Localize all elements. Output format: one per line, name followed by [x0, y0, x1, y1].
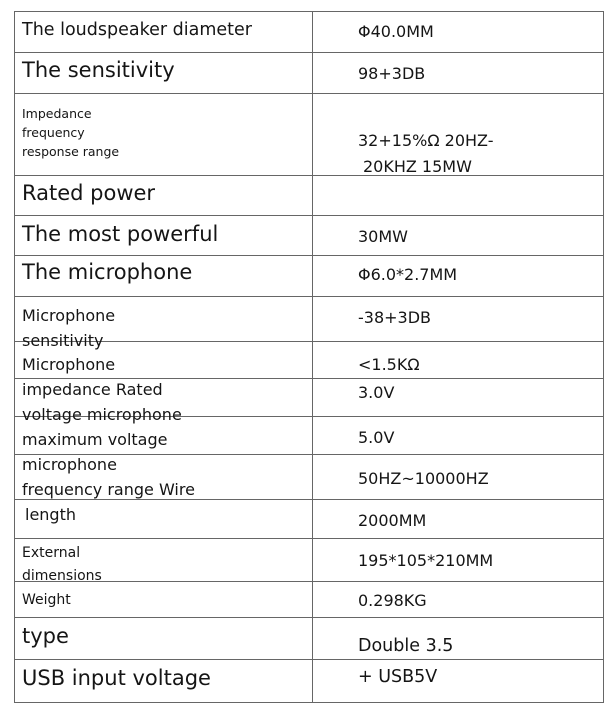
label-weight: Weight [22, 592, 71, 608]
column-divider [603, 11, 604, 703]
row-divider [14, 581, 604, 582]
label-microphone: The microphone [22, 260, 193, 284]
label-microphone-specs: Microphone [22, 306, 116, 325]
value-max-voltage: 5.0V [358, 428, 395, 447]
value-frequency-range: 50HZ~10000HZ [358, 469, 489, 488]
column-divider [312, 11, 313, 703]
label-microphone-specs: frequency range Wire [22, 480, 195, 499]
row-divider [14, 702, 604, 703]
label-microphone-specs: Microphone [22, 355, 116, 374]
row-divider [14, 93, 604, 94]
spec-table [14, 11, 604, 703]
value-rated-voltage: 3.0V [358, 383, 395, 402]
row-divider [14, 52, 604, 53]
row-divider [14, 296, 604, 297]
label-impedance: response range [22, 144, 120, 159]
label-microphone-specs: impedance Rated [22, 380, 163, 399]
row-divider [14, 659, 604, 660]
value-most-powerful: 30MW [358, 227, 408, 246]
row-divider [14, 255, 604, 256]
label-rated-power: Rated power [22, 181, 156, 205]
value-sensitivity: 98+3DB [358, 64, 426, 83]
row-divider [14, 538, 604, 539]
label-microphone-specs: length [25, 505, 76, 524]
label-sensitivity: The sensitivity [22, 58, 175, 82]
label-microphone-specs: sensitivity [22, 331, 104, 350]
value-wire-length: 2000MM [358, 511, 427, 530]
value-microphone: Φ6.0*2.7MM [358, 265, 458, 284]
column-divider [14, 11, 15, 703]
label-microphone-specs: maximum voltage [22, 430, 168, 449]
label-external-dimensions: External [22, 545, 81, 561]
row-divider [14, 617, 604, 618]
row-divider [14, 378, 604, 379]
row-divider [14, 499, 604, 500]
row-divider [14, 215, 604, 216]
value-external-dimensions: 195*105*210MM [358, 551, 494, 570]
label-type: type [22, 624, 69, 648]
label-impedance: frequency [22, 125, 85, 140]
value-impedance: 32+15%Ω 20HZ- [358, 131, 494, 150]
value-mic-impedance: <1.5KΩ [358, 355, 420, 374]
value-impedance: 20KHZ 15MW [363, 157, 472, 176]
value-mic-sensitivity: -38+3DB [358, 308, 432, 327]
value-usb-voltage: + USB5V [358, 667, 438, 687]
label-microphone-specs: microphone [22, 455, 117, 474]
row-divider [14, 175, 604, 176]
label-impedance: Impedance [22, 106, 92, 121]
label-microphone-specs: voltage microphone [22, 405, 182, 424]
label-most-powerful: The most powerful [22, 222, 219, 246]
value-speaker-diameter: Φ40.0MM [358, 22, 434, 41]
label-speaker-diameter: The loudspeaker diameter [22, 20, 252, 40]
label-external-dimensions: dimensions [22, 568, 102, 584]
label-usb-voltage: USB input voltage [22, 666, 211, 690]
row-divider [14, 11, 604, 12]
value-type: Double 3.5 [358, 636, 454, 656]
value-weight: 0.298KG [358, 591, 427, 610]
